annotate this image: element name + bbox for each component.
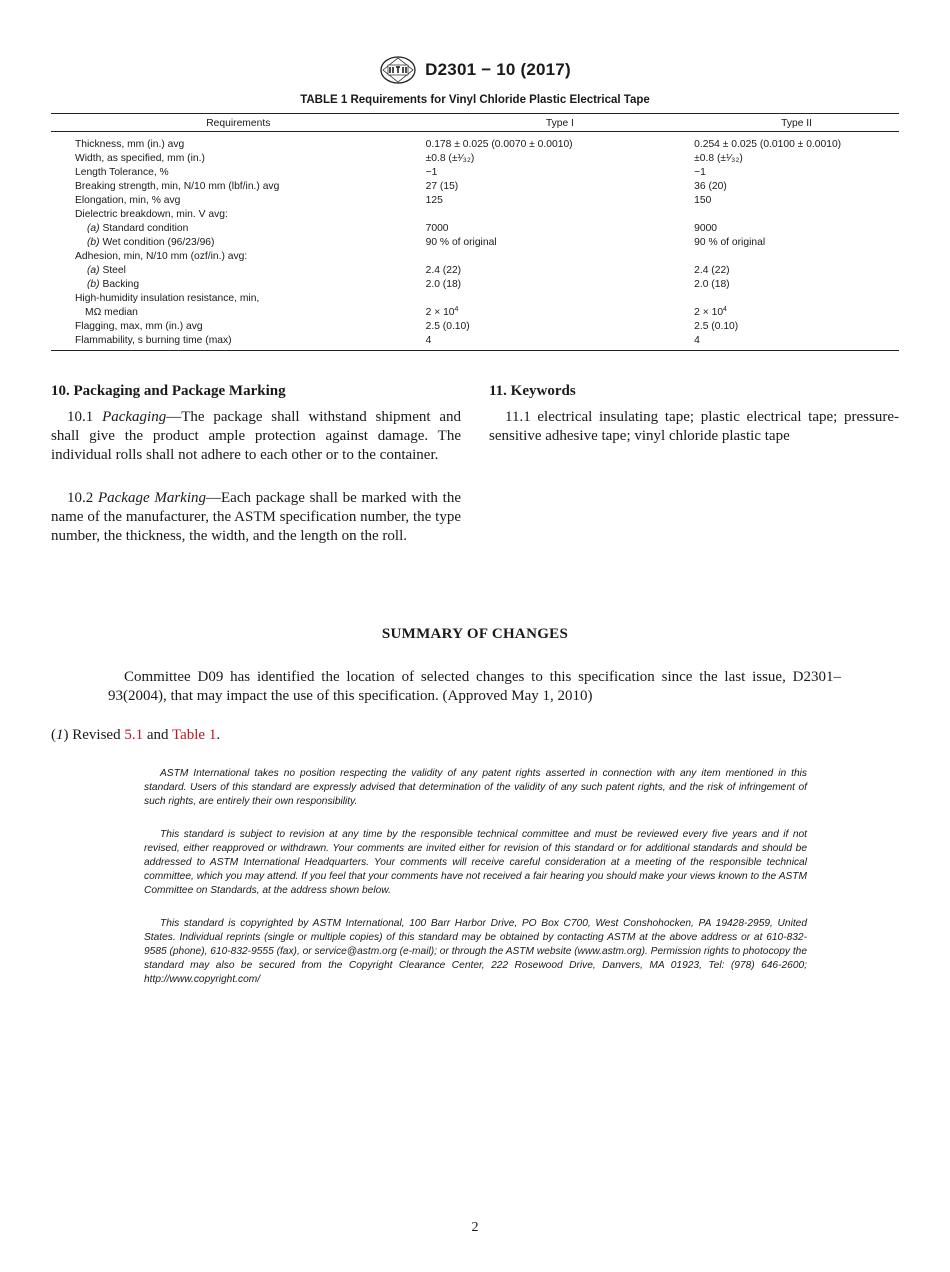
paragraph-text: —The package shall withstand shipment and shall give the product ample protection against damage. The individual rolls shall not adhere to each other or to the container. <box>51 409 461 463</box>
copyright-notice: This standard is copyrighted by ASTM International, 100 Barr Harbor Drive, PO Box C700, West Conshohocken, PA 19428-2959, United States. Individual reprints (single or multiple copies) of this standard may be obtained by contacting ASTM at the above address or at 610-832-9585 (phone), 610-832-9555 (fax), or service@astm.org (e-mail); or through the ASTM website (www.astm.org). Permission rights to photocopy the standard may also be secured from the Copyright Clearance Center, 222 Rosewood Drive, Danvers, MA 01923, Tel: (978) 646-2600; http://www.copyright.com/ <box>144 918 807 985</box>
table-title: TABLE 1 Requirements for Vinyl Chloride Plastic Electrical Tape <box>300 94 650 106</box>
requirement-cell: Flammability, s burning time (max) <box>51 334 426 351</box>
section-10-heading: 10. Packaging and Package Marking <box>51 383 286 399</box>
type1-cell: 2.5 (0.10) <box>425 321 470 332</box>
table-row <box>51 306 899 320</box>
document-header <box>0 56 950 84</box>
paragraph-text: —Each package shall be marked with the name of the manufacturer, the ASTM specification number, the type number, the thickness, the width, and the length on the roll. <box>51 490 461 544</box>
astm-logo-icon <box>379 55 417 85</box>
column-header-type-1: Type I <box>426 114 695 132</box>
requirement-text: Wet condition (96/23/96) <box>99 237 215 248</box>
type1-cell: 27 (15) <box>425 181 459 192</box>
type2-cell: 36 (20) <box>694 181 727 192</box>
column-header-requirements: Requirements <box>51 114 426 132</box>
type1-cell: 0.178 ± 0.025 (0.0070 ± 0.0010) <box>425 139 573 150</box>
type1-cell <box>426 306 695 320</box>
type1-cell: −1 <box>425 167 438 178</box>
requirement-cell: Width, as specified, mm (in.) <box>75 153 205 164</box>
type2-cell: 2.5 (0.10) <box>694 321 739 332</box>
type2-cell: 4 <box>694 334 899 351</box>
paragraph-number: 10.2 <box>67 490 94 506</box>
page-number: 2 <box>471 1220 479 1235</box>
table-row <box>51 250 899 264</box>
column-header-type-2: Type II <box>694 114 899 132</box>
revision-notice: This standard is subject to revision at any time by the responsible technical committee and must be reviewed every five years and if not revised, either reapproved or withdrawn. Your comments are invited either for revision of this standard or for additional standards and should be addressed to ASTM International Headquarters. Your comments will receive careful consideration at a meeting of the responsible technical committee, which you may attend. If you feel that your comments have not received a fair hearing you should make your views known to the ASTM Committee on Standards, at the address shown below. <box>144 829 807 896</box>
type2-cell <box>694 306 899 320</box>
requirement-cell: Flagging, max, mm (in.) avg <box>75 321 203 332</box>
requirement-cell: Breaking strength, min, N/10 mm (lbf/in.) avg <box>75 181 280 192</box>
revision-item: (1) Revised 5.1 and Table 1. <box>51 727 221 743</box>
requirement-cell <box>51 222 426 236</box>
type1-cell <box>426 250 695 264</box>
requirement-cell: Length Tolerance, % <box>75 167 169 178</box>
type2-cell: 9000 <box>694 223 718 234</box>
table-row <box>51 194 899 208</box>
paragraph-term: Packaging <box>102 409 167 425</box>
table-row <box>51 132 899 153</box>
requirement-cell: Elongation, min, % avg <box>75 195 181 206</box>
requirement-cell <box>51 278 426 292</box>
type1-cell: ±0.8 (±¹⁄₃₂) <box>425 153 475 164</box>
table-row <box>51 152 899 166</box>
type1-cell <box>426 208 695 222</box>
type2-cell: −1 <box>694 167 706 178</box>
table-row <box>51 334 899 351</box>
type2-cell: 90 % of original <box>694 237 766 248</box>
type2-cell <box>694 292 899 306</box>
value-exponent: 4 <box>454 306 459 313</box>
item-letter: (a) <box>87 265 100 276</box>
paragraph-10-1 <box>51 408 461 465</box>
type2-cell: 2.4 (22) <box>694 265 730 276</box>
requirement-cell: High-humidity insulation resistance, min, <box>75 293 260 304</box>
value-exponent: 4 <box>723 306 727 313</box>
type1-cell: 2.4 (22) <box>425 265 462 276</box>
section-11-heading: 11. Keywords <box>489 383 576 399</box>
table-row <box>51 222 899 236</box>
item-letter: (b) <box>87 237 100 248</box>
table-row <box>51 292 899 306</box>
type2-cell: ±0.8 (±¹⁄₃₂) <box>694 153 743 164</box>
paragraph-term: Package Marking <box>97 490 207 506</box>
paragraph-10-2 <box>51 489 461 546</box>
patent-notice: ASTM International takes no position respecting the validity of any patent rights asserted in connection with any item mentioned in this standard. Users of this standard are expressly advised that determination of the validity of any such patent rights, and the risk of infringement of such rights, are entirely their own responsibility. <box>144 768 807 807</box>
type1-cell: 90 % of original <box>425 237 497 248</box>
paragraph-11-1: 11.1 electrical insulating tape; plastic electrical tape; pressure-sensitive adhesive tape; vinyl chloride plastic tape <box>489 409 899 444</box>
document-designation: D2301 − 10 (2017) <box>425 60 571 79</box>
table-row <box>51 208 899 222</box>
requirement-cell <box>51 264 426 278</box>
type2-cell <box>694 208 899 222</box>
section-5-1-link[interactable]: 5.1 <box>124 727 144 743</box>
type2-cell: 150 <box>694 195 712 206</box>
type1-cell: 2.0 (18) <box>425 279 462 290</box>
requirement-text: Backing <box>99 279 140 290</box>
summary-paragraph: Committee D09 has identified the location of selected changes to this specification since the last issue, D2301–93(2004), that may impact the use of this specification. (Approved May 1, 2010) <box>108 669 841 704</box>
type1-cell: 4 <box>426 334 695 351</box>
table-row <box>51 166 899 180</box>
table-row <box>51 236 899 250</box>
requirement-cell: MΩ median <box>85 307 138 318</box>
table-row <box>51 278 899 292</box>
item-letter: (a) <box>87 223 100 234</box>
type1-cell <box>426 292 695 306</box>
table-row <box>51 180 899 194</box>
table-row <box>51 264 899 278</box>
summary-heading: SUMMARY OF CHANGES <box>381 626 569 642</box>
type2-cell: 2.0 (18) <box>694 279 730 290</box>
table-row <box>51 320 899 334</box>
type2-cell <box>694 250 899 264</box>
requirements-table <box>51 113 899 351</box>
requirement-cell: Dielectric breakdown, min. V avg: <box>75 209 228 220</box>
requirement-cell <box>51 236 426 250</box>
item-letter: (b) <box>87 279 100 290</box>
type2-cell: 0.254 ± 0.025 (0.0100 ± 0.0010) <box>694 139 842 150</box>
revision-text: . <box>216 727 221 743</box>
table-header-row <box>51 114 899 132</box>
type1-cell: 7000 <box>425 223 449 234</box>
value-base: 2 × 10 <box>425 307 455 318</box>
requirement-text: Standard condition <box>99 223 189 234</box>
item-number: 1 <box>56 727 64 743</box>
paragraph-number: 10.1 <box>67 409 94 425</box>
requirement-text: Steel <box>99 265 126 276</box>
requirement-cell: Adhesion, min, N/10 mm (ozf/in.) avg: <box>75 251 248 262</box>
type1-cell: 125 <box>425 195 443 206</box>
revision-text: and <box>143 727 172 743</box>
requirement-cell: Thickness, mm (in.) avg <box>75 139 185 150</box>
table-1-link[interactable]: Table 1 <box>171 727 217 743</box>
revision-text: Revised <box>68 727 125 743</box>
value-base: 2 × 10 <box>694 307 724 318</box>
